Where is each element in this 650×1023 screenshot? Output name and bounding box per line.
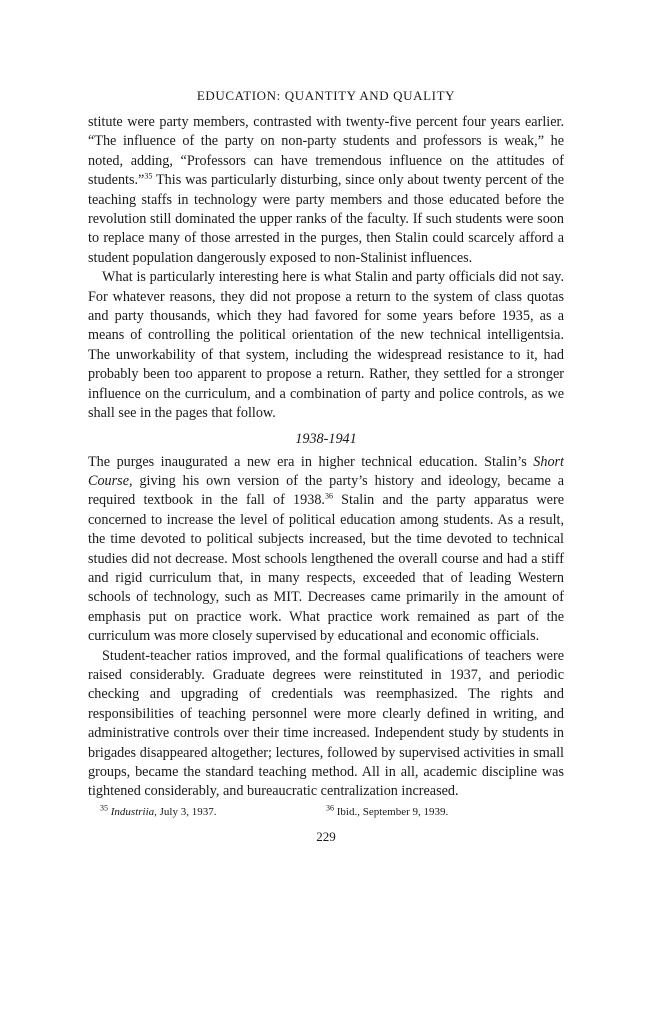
page-number: 229: [316, 828, 336, 844]
footnote-35: [88, 805, 326, 820]
footnote-number: 35: [100, 803, 108, 813]
footnote-ref-35[interactable]: 35: [144, 171, 153, 181]
paragraph-3-text-a: The purges inaugurated a new era in higher technical education. Stalin’s: [88, 453, 534, 470]
footnote-text: July 3, 1937.: [156, 805, 217, 818]
section-heading: 1938-1941: [295, 430, 357, 447]
paragraph-3-text-c: Stalin and the party apparatus were concerned to increase the level of political education among students. As a result, the time devoted to political subjects increased, but the time devoted to technical studies did not decrease. Most schools lengthened the overall course and had a stiff and rigid curriculum that, in many respects, exceeded that of leading Western schools of technology, such as MIT. Decreases came primarily in the amount of emphasis put on practice work. What practice work remained as part of the curriculum was more closely supervised by educational and economic officials.: [88, 492, 564, 645]
running-head: EDUCATION: QUANTITY AND QUALITY: [196, 88, 456, 103]
footnote-number: 36: [326, 803, 334, 813]
footnotes: [88, 805, 564, 820]
page: [88, 88, 564, 845]
paragraph-4: Student-teacher ratios improved, and the formal qualifications of teachers were raised considerably. Graduate degrees were reinstituted in 1937, and periodic checking and upgrading of credentials was reemphasized. The rights and responsibilities of teaching personnel were more clearly defined in writing, and administrative controls over their time increased. Independent study by students in brigades disappeared altogether; lectures, followed by supervised activities in small groups, became the standard teaching method. All in all, academic discipline was tightened considerably, and bureaucratic centralization increased.: [88, 647, 564, 800]
footnote-36: [326, 805, 448, 820]
paragraph-1: [88, 113, 564, 268]
paragraph-3-text-b: giving his own version of the party’s history and ideology, became a required textbook in the fall of 1938.: [88, 472, 564, 509]
paragraph-1-text-a: stitute were party members, contrasted with twenty-five percent four years earlier. “The influence of the party on non-party students and professors is weak,” he noted, adding, “Professors can have tremendous influence on the attitudes of students.”: [88, 114, 564, 189]
footnote-source: Industriia,: [110, 805, 157, 818]
book-title: Short Course,: [88, 453, 564, 489]
paragraph-2: What is particularly interesting here is what Stalin and party officials did not say. For whatever reasons, they did not propose a return to the system of class quotas and party thousands, which they had favored for some years before 1935, as a means of controlling the political orientation of the new technical intelligentsia. The unworkability of that system, including the widespread resistance to it, had probably been too apparent to propose a return. Rather, they settled for a stronger influence on the curriculum, and a combination of party and police controls, as we shall see in the pages that follow.: [88, 269, 564, 422]
paragraph-1-text-b: This was particularly disturbing, since only about twenty percent of the teaching staffs in technology were party members and those educated before the revolution still dominated the upper ranks of the faculty. If such students were soon to replace many of those arrested in the purges, then Stalin could scarcely afford a student population dangerously exposed to non-Stalinist influences.: [88, 172, 564, 266]
footnote-text: Ibid., September 9, 1939.: [334, 805, 449, 818]
footnote-ref-36[interactable]: 36: [324, 491, 333, 501]
paragraph-3: [88, 453, 564, 647]
